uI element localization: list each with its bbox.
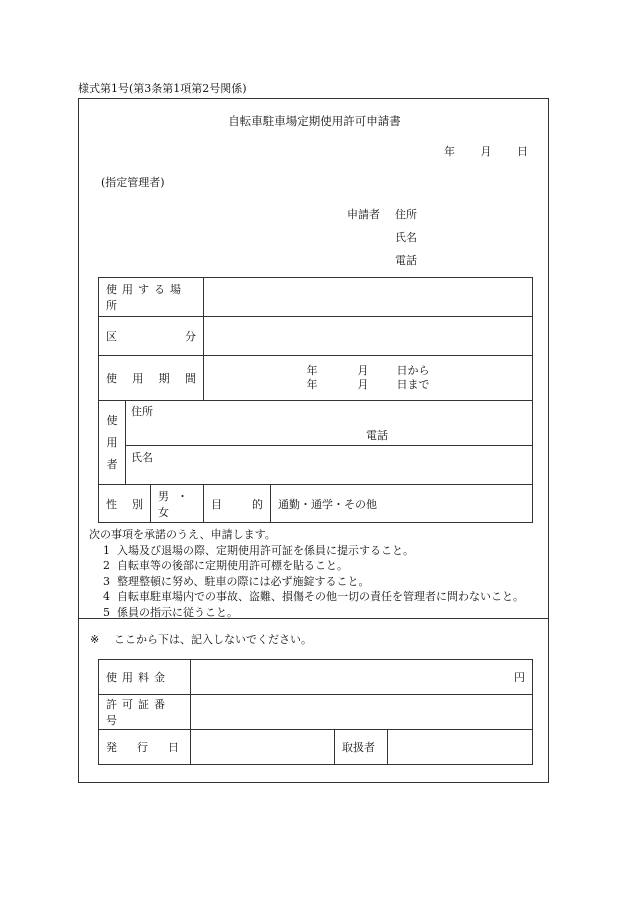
applicant-phone[interactable]: 電話: [395, 254, 417, 267]
agreement-item: 5 係員の指示に従うこと。: [103, 605, 238, 619]
agreement-item: 1 入場及び退場の際、定期使用許可証を係員に提示すること。: [103, 543, 414, 557]
applicant-block: [347, 203, 417, 272]
issue-date-label: 発 行 日: [99, 730, 191, 765]
date-day: 日: [517, 145, 528, 158]
fee-label: 使用料金: [99, 660, 191, 695]
handler-label: 取扱者: [335, 730, 388, 765]
period-field[interactable]: 年 月 日から 年 月 日まで: [204, 356, 533, 401]
permit-number-field[interactable]: [191, 695, 533, 730]
period-label: 使 用 期 間: [99, 356, 204, 401]
user-address-field[interactable]: [126, 401, 533, 446]
reference-mark-icon: ※: [90, 633, 100, 646]
agreement-item: 4 自転車駐車場内での事故、盗難、損傷その他一切の責任を管理者に問わないこと。: [103, 590, 524, 603]
place-field[interactable]: [204, 278, 533, 317]
gender-label: 性 別: [99, 485, 151, 523]
agreement-section: [89, 527, 524, 620]
agreement-item: 3 整理整頓に努め、駐車の際には必ず施錠すること。: [103, 574, 370, 588]
user-label: 使 用 者: [99, 401, 126, 485]
handler-field[interactable]: [388, 730, 533, 765]
category-label: 区 分: [99, 317, 204, 356]
office-use-note: ※ ここから下は、記入しないでください。: [90, 633, 312, 646]
application-form: [78, 98, 549, 783]
office-use-table: [98, 659, 533, 765]
date-month: 月: [480, 145, 492, 158]
user-phone-label: 電話: [366, 429, 388, 442]
applicant-label: 申請者: [347, 208, 380, 221]
issue-date-field[interactable]: [191, 730, 335, 765]
date-year: 年: [444, 145, 455, 158]
fee-field[interactable]: 円: [191, 660, 533, 695]
manager-label: (指定管理者): [101, 176, 165, 189]
purpose-label: 目 的: [204, 485, 271, 523]
form-title: 自転車駐車場定期使用許可申請書: [228, 114, 401, 128]
user-name-field[interactable]: [126, 446, 533, 485]
form-id: 様式第1号(第3条第1項第2号関係): [78, 82, 247, 95]
applicant-name[interactable]: 氏名: [395, 231, 417, 244]
application-date[interactable]: [422, 143, 528, 159]
applicant-address[interactable]: 住所: [395, 208, 417, 221]
purpose-field[interactable]: 通勤・通学・その他: [271, 485, 533, 523]
agreement-intro: 次の事項を承諾のうえ、申請します。: [89, 528, 276, 541]
application-table: [98, 277, 533, 523]
gender-field[interactable]: 男・女: [151, 485, 204, 523]
place-label: 使用する場所: [99, 278, 204, 317]
agreement-item: 2 自転車等の後部に定期使用許可標を貼ること。: [103, 559, 348, 572]
category-field[interactable]: [204, 317, 533, 356]
section-divider: [79, 618, 548, 619]
permit-number-label: 許可証番号: [99, 695, 191, 730]
user-address-label: 住所: [131, 405, 153, 418]
user-name-label: 氏名: [131, 451, 153, 464]
